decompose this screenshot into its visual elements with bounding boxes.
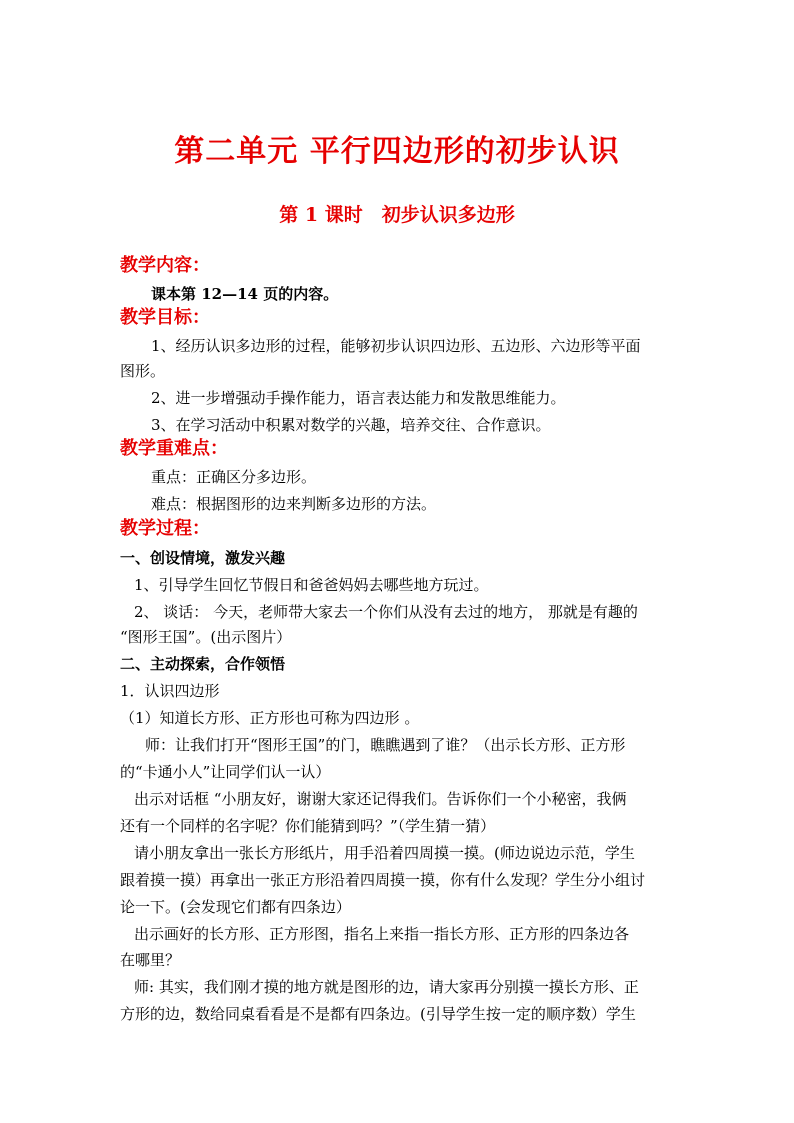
paragraph-line: （1）知道长方形、正方形也可称为四边形 。 xyxy=(120,709,420,727)
paragraph-line: 在哪里？ xyxy=(120,951,181,969)
paragraph-line: “图形王国”。(出示图片） xyxy=(120,628,292,646)
unit-title: 第二单元 平行四边形的初步认识 xyxy=(174,134,620,169)
paragraph-line: 3、在学习活动中积累对数学的兴趣，培养交往、合作意识。 xyxy=(151,416,551,434)
paragraph-line: 出示画好的长方形、正方形图，指名上来指一指长方形、正方形的四条边各 xyxy=(134,925,630,943)
section-heading-keypoints: 教学重难点： xyxy=(120,438,228,459)
paragraph-line: 师: 其实，我们刚才摸的地方就是图形的边，请大家再分别摸一摸长方形、正 xyxy=(134,978,639,996)
subsection-heading: 一、创设情境，激发兴趣 xyxy=(120,549,286,567)
paragraph-line: 2、进一步增强动手操作能力，语言表达能力和发散思维能力。 xyxy=(151,389,566,407)
paragraph-line: 1、引导学生回忆节假日和爸爸妈妈去哪些地方玩过。 xyxy=(134,576,489,594)
paragraph-line: 的“卡通小人”让同学们认一认） xyxy=(120,763,331,781)
paragraph-line: 师：让我们打开“图形王国”的门，瞧瞧遇到了谁？（出示长方形、正方形 xyxy=(145,736,626,754)
paragraph-line: 还有一个同样的名字呢？你们能猜到吗？”（学生猜一猜） xyxy=(120,817,496,835)
subsection-heading: 二、主动探索，合作领悟 xyxy=(120,655,286,673)
paragraph-line: 方形的边，数给同桌看看是不是都有四条边。(引导学生按一定的顺序数）学生 xyxy=(120,1005,636,1023)
paragraph-line: 2、 谈话： 今天，老师带大家去一个你们从没有去过的地方， 那就是有趣的 xyxy=(134,603,638,621)
paragraph-line: 跟着摸一摸）再拿出一张正方形沿着四周摸一摸，你有什么发现？学生分小组讨 xyxy=(120,871,646,889)
paragraph-line: 图形。 xyxy=(120,362,166,380)
paragraph-line: 1．认识四边形 xyxy=(120,682,220,700)
section-heading-process: 教学过程： xyxy=(120,518,210,539)
lesson-subtitle: 第 1 课时 初步认识多边形 xyxy=(279,204,515,226)
paragraph-line: 请小朋友拿出一张长方形纸片，用手沿着四周摸一摸。(师边说边示范，学生 xyxy=(134,844,635,862)
paragraph-line: 论一下。(会发现它们都有四条边） xyxy=(120,898,351,916)
paragraph-line: 重点：正确区分多边形。 xyxy=(151,468,317,486)
paragraph-line: 难点：根据图形的边来判断多边形的方法。 xyxy=(151,495,437,513)
paragraph-line: 课本第 12—14 页的内容。 xyxy=(151,285,339,303)
paragraph-line: 出示对话框 “小朋友好，谢谢大家还记得我们。告诉你们一个小秘密，我俩 xyxy=(134,790,627,808)
paragraph-line: 1、经历认识多边形的过程，能够初步认识四边形、五边形、六边形等平面 xyxy=(151,337,641,355)
section-heading-goals: 教学目标： xyxy=(120,307,210,328)
section-heading-content: 教学内容： xyxy=(120,255,210,276)
